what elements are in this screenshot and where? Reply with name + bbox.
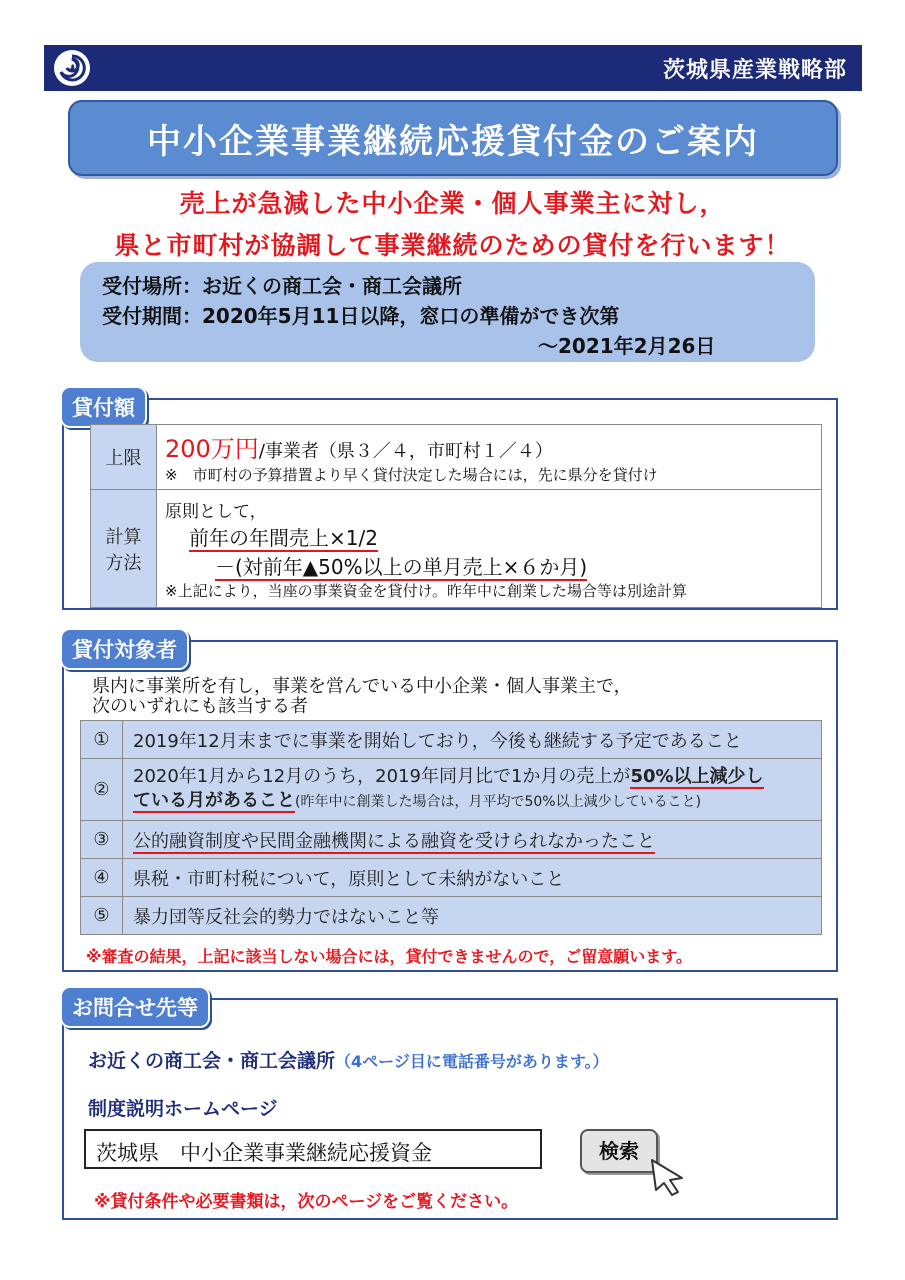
department-name: 茨城県産業戦略部 [662, 58, 847, 83]
headline-line-2: 県と市町村が協調して事業継続のための貸付を行います！ [114, 231, 791, 260]
calc-cell [157, 490, 822, 608]
prefecture-logo-icon [52, 48, 92, 88]
criteria-2-part-d: (昨年中に創業した場合は，月平均で50%以上減少していること) [295, 794, 702, 810]
eligibility-warning: ※審査の結果，上記に該当しない場合には，貸付できませんので，ご留意願います。 [86, 947, 692, 966]
limit-note: ※ 市町村の予算措置より早く貸付決定した場合には，先に県分を貸付け [165, 466, 658, 484]
criteria-2-part-c: ている月があること [133, 790, 295, 811]
eligibility-tab: 貸付対象者 [60, 628, 189, 670]
search-input[interactable]: 茨城県 中小企業事業継続応援資金 [84, 1129, 542, 1169]
reception-place: 受付場所：お近くの商工会・商工会議所 [102, 274, 462, 298]
homepage-label: 制度説明ホームページ [88, 1098, 278, 1120]
criteria-text: 2019年12月末までに事業を開始しており，今後も継続する予定であること [123, 721, 822, 759]
criteria-number: ② [81, 759, 123, 821]
calc-note: ※上記により，当座の事業資金を貸付け。昨年中に創業した場合等は別途計算 [165, 581, 687, 600]
calc-label-line-2: 方法 [105, 552, 142, 574]
page-title: 中小企業事業継続応援貸付金のご案内 [147, 122, 759, 162]
criteria-2-part-a: 2020年1月から12月のうち，2019年同月比で1か月の売上が [133, 766, 631, 787]
criteria-text [123, 759, 822, 821]
calc-line-2: －(対前年▲50%以上の単月売上×６か月) [215, 554, 588, 579]
criteria-text: 公的融資制度や民間金融機関による融資を受けられなかったこと [133, 830, 655, 852]
eligibility-intro-1: 県内に事業所を有し，事業を営んでいる中小企業・個人事業主で， [92, 676, 632, 697]
contact-footnote: ※貸付条件や必要書類は，次のページをご覧ください。 [94, 1192, 519, 1212]
eligibility-intro-2: 次のいずれにも該当する者 [92, 696, 308, 717]
calc-line-1: 前年の年間売上×1/2 [189, 525, 378, 550]
headline-line-1: 売上が急減した中小企業・個人事業主に対し， [179, 189, 726, 218]
search-button[interactable]: 検索 [580, 1129, 658, 1173]
contact-office-note: （4ページ目に電話番号があります。） [335, 1052, 609, 1071]
calc-label-line-1: 計算 [105, 526, 142, 548]
loan-amount-tab: 貸付額 [60, 386, 147, 428]
contact-office: お近くの商工会・商工会議所 [88, 1050, 336, 1072]
criteria-2-part-b: 50%以上減少し [630, 766, 764, 787]
criteria-text: 暴力団等反社会的勢力ではないこと等 [123, 897, 822, 935]
limit-value: 200万円 [165, 435, 259, 463]
criteria-text: 県税・市町村税について，原則として未納がないこと [123, 859, 822, 897]
criteria-number: ⑤ [81, 897, 123, 935]
calc-intro: 原則として， [165, 501, 267, 522]
criteria-number: ④ [81, 859, 123, 897]
limit-cell [157, 425, 822, 490]
loan-amount-table [90, 424, 822, 608]
cursor-pointer-icon [646, 1156, 688, 1198]
limit-rest: /事業者（県３／４，市町村１／４） [258, 441, 553, 462]
calc-label [91, 490, 157, 608]
eligibility-table [80, 720, 822, 935]
criteria-number: ① [81, 721, 123, 759]
contact-tab: お問合せ先等 [60, 986, 210, 1028]
contact-office-line [88, 1046, 609, 1073]
limit-label: 上限 [91, 425, 157, 490]
criteria-number: ③ [81, 821, 123, 859]
reception-period: 受付期間：2020年5月11日以降，窓口の準備ができ次第 [102, 304, 620, 328]
reception-period-end: ～2021年2月26日 [538, 334, 716, 358]
